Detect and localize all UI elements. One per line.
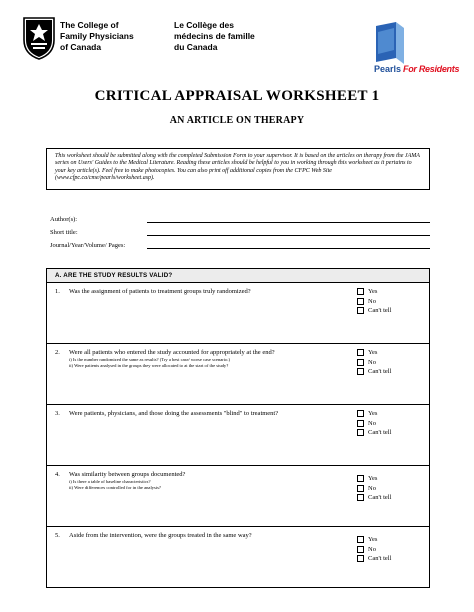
yes-label: Yes bbox=[368, 475, 378, 482]
cant-tell-checkbox[interactable] bbox=[357, 555, 364, 562]
cant-tell-label: Can't tell bbox=[368, 494, 392, 501]
answer-options bbox=[357, 475, 391, 504]
question-text: Was the assignment of patients to treatment groups truly randomized? bbox=[69, 288, 251, 295]
page-title: CRITICAL APPRAISAL WORKSHEET 1 bbox=[94, 88, 380, 104]
question-number: 3. bbox=[55, 410, 60, 417]
question-number: 1. bbox=[55, 288, 60, 295]
question-number: 5. bbox=[55, 532, 60, 539]
college-name-english: The College of Family Physicians of Canada bbox=[60, 20, 134, 52]
answer-options bbox=[357, 536, 391, 565]
cant-tell-label: Can't tell bbox=[368, 429, 392, 436]
question-row bbox=[47, 405, 429, 466]
authors-label: Author(s): bbox=[50, 216, 78, 223]
short-title-label: Short title: bbox=[50, 229, 78, 236]
questions-table bbox=[46, 268, 430, 588]
yes-label: Yes bbox=[368, 536, 378, 543]
question-text: Was similarity between groups documented? bbox=[69, 471, 186, 478]
pearls-for-residents-logo: Pearls For Residents bbox=[374, 64, 460, 74]
no-label: No bbox=[368, 484, 376, 492]
no-label: No bbox=[368, 545, 376, 553]
yes-label: Yes bbox=[368, 349, 378, 356]
cant-tell-checkbox[interactable] bbox=[357, 429, 364, 436]
question-subpoint: ii) Were differences controlled for in the analysis? bbox=[69, 485, 161, 490]
section-a-header: A. ARE THE STUDY RESULTS VALID? bbox=[47, 269, 429, 283]
short-title-input-line[interactable] bbox=[147, 235, 430, 236]
cant-tell-checkbox[interactable] bbox=[357, 368, 364, 375]
journal-row bbox=[50, 238, 430, 251]
answer-options bbox=[357, 349, 391, 378]
yes-checkbox[interactable] bbox=[357, 410, 364, 417]
question-text: Aside from the intervention, were the groups treated in the same way? bbox=[69, 532, 252, 539]
no-checkbox[interactable] bbox=[357, 485, 364, 492]
authors-input-line[interactable] bbox=[147, 222, 430, 223]
question-text: Were patients, physicians, and those doing the assessments "blind" to treatment? bbox=[69, 410, 279, 417]
question-number: 2. bbox=[55, 349, 60, 356]
question-row bbox=[47, 283, 429, 344]
no-checkbox[interactable] bbox=[357, 546, 364, 553]
answer-options bbox=[357, 410, 391, 439]
cant-tell-checkbox[interactable] bbox=[357, 307, 364, 314]
yes-checkbox[interactable] bbox=[357, 536, 364, 543]
question-subpoint: i) Is there a table of baseline characteristics? bbox=[69, 479, 151, 484]
no-checkbox[interactable] bbox=[357, 298, 364, 305]
question-subpoint: ii) Were patients analysed in the groups they were allocated to at the start of the study? bbox=[69, 363, 229, 368]
question-number: 4. bbox=[55, 471, 60, 478]
question-text: Were all patients who entered the study accounted for appropriately at the end? bbox=[69, 349, 275, 356]
no-label: No bbox=[368, 358, 376, 366]
no-label: No bbox=[368, 297, 376, 305]
yes-checkbox[interactable] bbox=[357, 288, 364, 295]
question-row bbox=[47, 466, 429, 527]
question-subpoint: i) Is the number randomized the same as results? (Try a best case/ worse case scenario.) bbox=[69, 357, 231, 362]
answer-options bbox=[357, 288, 391, 317]
short-title-row bbox=[50, 225, 430, 238]
journal-label: Journal/Year/Volume/ Pages: bbox=[50, 242, 126, 249]
college-name-french: Le Collège des médecins de famille du Canada bbox=[174, 20, 255, 52]
yes-checkbox[interactable] bbox=[357, 349, 364, 356]
no-checkbox[interactable] bbox=[357, 420, 364, 427]
cant-tell-checkbox[interactable] bbox=[357, 494, 364, 501]
instructions-box: This worksheet should be submitted along with the completed Submission Form to your supervisor. It is based on the articles on therapy from the JAMA series on Users' Guides to the Medical Literature. Reading these articles should be helpful to you in working through this worksheet as it pertains to your key article(s). Feel free to make photocopies. You can also print off additional copies from the CFPC Web Site (www.cfpc.ca/cme/pearls/worksheet.asp). bbox=[46, 148, 430, 190]
authors-row bbox=[50, 212, 430, 225]
article-details bbox=[50, 212, 430, 251]
pearls-logo-icon bbox=[374, 20, 406, 64]
cant-tell-label: Can't tell bbox=[368, 555, 392, 562]
page-subtitle: AN ARTICLE ON THERAPY bbox=[169, 115, 305, 126]
no-label: No bbox=[368, 419, 376, 427]
yes-label: Yes bbox=[368, 410, 378, 417]
question-row bbox=[47, 527, 429, 588]
page-header bbox=[0, 0, 474, 80]
no-checkbox[interactable] bbox=[357, 359, 364, 366]
college-crest-icon bbox=[22, 16, 56, 60]
cant-tell-label: Can't tell bbox=[368, 368, 392, 375]
cant-tell-label: Can't tell bbox=[368, 307, 392, 314]
yes-label: Yes bbox=[368, 288, 378, 295]
journal-input-line[interactable] bbox=[147, 248, 430, 249]
yes-checkbox[interactable] bbox=[357, 475, 364, 482]
question-row bbox=[47, 344, 429, 405]
